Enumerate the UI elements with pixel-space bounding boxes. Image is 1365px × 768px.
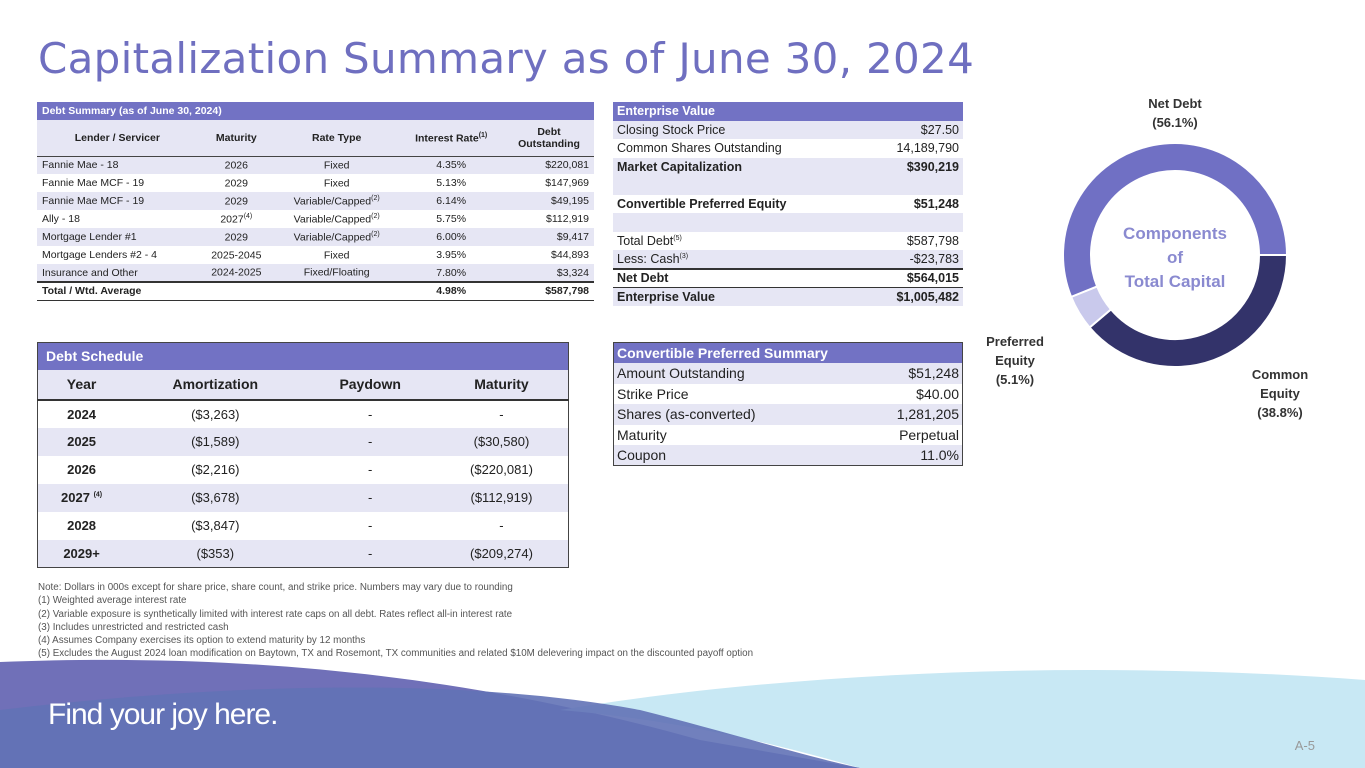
- ev-title: Enterprise Value: [613, 102, 963, 121]
- cp-row: Amount Outstanding $51,248: [614, 363, 963, 384]
- debt-row: Mortgage Lender #1 2029 Variable/Capped$^{(2)}$ 6.00% $9,417: [37, 228, 594, 246]
- convertible-preferred-table: [613, 342, 963, 466]
- col-debt: Debt Outstanding: [504, 120, 594, 156]
- debt-row: Fannie Mae MCF - 19 2029 Fixed 5.13% $147,969: [42, 177, 589, 190]
- debt-row: Insurance and Other 2024-2025 Fixed/Floating 7.80% $3,324: [37, 264, 594, 282]
- ev-row: Common Shares Outstanding 14,189,790: [617, 141, 959, 156]
- schedule-row: 2027 $^{(4)}$ ($3,678) - ($112,919): [38, 484, 569, 512]
- col-lender: Lender / Servicer: [37, 120, 198, 156]
- col-paydown: Paydown: [305, 370, 435, 400]
- donut-center-label: Components of Total Capital: [1123, 224, 1227, 291]
- cp-title: Convertible Preferred Summary: [614, 343, 963, 364]
- footnotes: Note: Dollars in 000s except for share price, share count, and strike price. Numbers may vary due to rounding (1) Weighted average interest rate (2) Variable exposure is synthetically limited with interest rate caps on all debt. Rates reflect all-in interest rate (3) Includes unrestricted and restricted cash (4) Assumes Company exercises its option to extend maturity by 12 months (5) Excludes the August 2024 loan modification on Baytown, TX and Rosemont, TX communities and related $10M delevering impact on the discounted payoff option: [38, 582, 754, 660]
- ev-row: Net Debt $564,015: [613, 269, 963, 288]
- col-year: Year: [38, 370, 126, 400]
- schedule-row: 2025 ($1,589) - ($30,580): [38, 428, 569, 456]
- ev-row: Closing Stock Price $27.50: [613, 121, 963, 140]
- ev-row: Market Capitalization $390,219: [613, 158, 963, 177]
- brand-tagline: Find your joy here.: [48, 698, 278, 731]
- page-title: Capitalization Summary as of June 30, 2024: [38, 34, 975, 83]
- label-preferred-equity: Preferred Equity (5.1%): [986, 334, 1044, 387]
- cp-row: Strike Price $40.00: [617, 385, 959, 402]
- cp-row: Shares (as-converted) 1,281,205: [614, 404, 963, 425]
- debt-summary-title: Debt Summary (as of June 30, 2024): [37, 102, 594, 120]
- total-row: Total / Wtd. Average 4.98% $587,798: [37, 282, 594, 300]
- cp-row: Maturity Perpetual: [617, 426, 959, 443]
- page-number: A-5: [1294, 738, 1315, 753]
- col-maturity: Maturity: [435, 370, 569, 400]
- col-rate-type: Rate Type: [275, 120, 398, 156]
- label-common-equity: Common Equity (38.8%): [1251, 367, 1309, 420]
- debt-row: Fannie Mae MCF - 19 2029 Variable/Capped$^{(2)}$ 6.14% $49,195: [37, 192, 594, 210]
- col-interest-rate: Interest Rate$^{(1)}$: [398, 120, 504, 156]
- schedule-row: 2028 ($3,847) - -: [67, 518, 504, 533]
- ev-row: Total Debt$^{(5)}$ $587,798: [617, 233, 959, 248]
- debt-summary-table: [37, 102, 594, 301]
- debt-schedule-table: [37, 342, 569, 568]
- ev-row: Less: Cash$^{(3)}$ -$23,783: [613, 250, 963, 269]
- col-amortization: Amortization: [125, 370, 305, 400]
- label-net-debt: Net Debt (56.1%): [1148, 96, 1202, 130]
- schedule-row: 2026 ($2,216) - ($220,081): [67, 462, 533, 477]
- ev-row: Enterprise Value $1,005,482: [613, 287, 963, 306]
- debt-row: Mortgage Lenders #2 - 4 2025-2045 Fixed 3.95% $44,893: [42, 249, 589, 262]
- schedule-row: 2024 ($3,263) - -: [67, 406, 504, 422]
- ev-row: Convertible Preferred Equity $51,248: [617, 196, 959, 211]
- schedule-title: Debt Schedule: [38, 343, 569, 370]
- col-maturity: Maturity: [198, 120, 275, 156]
- enterprise-value-table: [613, 102, 963, 306]
- debt-row: Ally - 18 2027$^{(4)}$ Variable/Capped$^{(2)}$ 5.75% $112,919: [42, 212, 589, 226]
- schedule-row: 2029+ ($353) - ($209,274): [38, 540, 569, 568]
- debt-row: Fannie Mae - 18 2026 Fixed 4.35% $220,081: [37, 156, 594, 174]
- cp-row: Coupon 11.0%: [614, 445, 963, 466]
